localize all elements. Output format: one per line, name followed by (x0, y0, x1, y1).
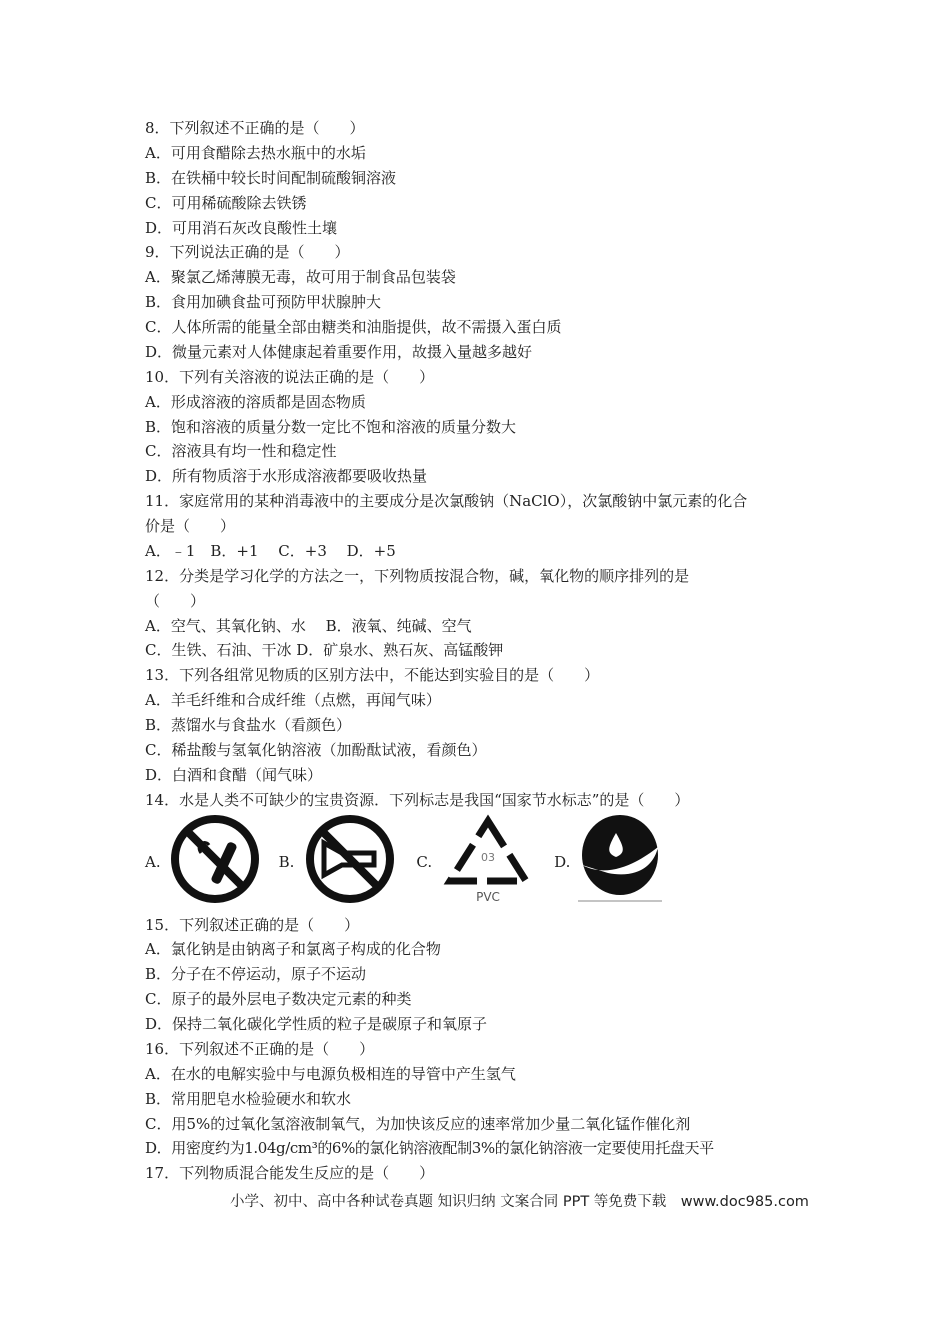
question-11-stem-cont: 价是（ ） (145, 517, 236, 535)
option: A．在水的电解实验中与电源负极相连的导管中产生氢气 (145, 1064, 516, 1083)
options-row: C．生铁、石油、干冰 D．矿泉水、熟石灰、高锰酸钾 (145, 641, 504, 660)
option-label: D. (554, 853, 571, 872)
option: C．稀盐酸与氢氧化钠溶液（加酚酞试液，看颜色） (145, 740, 487, 759)
no-horn-sign-icon (302, 813, 398, 913)
sign-options (145, 813, 815, 913)
option: C．用5%的过氧化氢溶液制氧气，为加快该反应的速率常加少量二氧化锰作催化剂 (145, 1114, 691, 1133)
question-9-stem: 9．下列说法正确的是（ ） (145, 243, 350, 262)
question-14-stem: 14．水是人类不可缺少的宝贵资源．下列标志是我国“国家节水标志”的是（ ） (145, 790, 690, 809)
option-label: C. (416, 853, 433, 872)
question-12-stem: 12．分类是学习化学的方法之一，下列物质按混合物，碱，氧化物的顺序排列的是 (145, 566, 690, 585)
option: C．可用稀硫酸除去铁锈 (145, 193, 307, 212)
option-label: B. (278, 853, 295, 872)
option: D．可用消石灰改良酸性土壤 (145, 218, 338, 237)
option: A．可用食醋除去热水瓶中的水垢 (145, 143, 366, 162)
question-11-stem: 11．家庭常用的某种消毒液中的主要成分是次氯酸钠（NaClO），次氯酸钠中氯元素的化合 (145, 492, 748, 511)
pvc-label: PVC (476, 889, 501, 904)
options-row: A．﹣1 B．+1 C．+3 D．+5 (145, 541, 396, 560)
option: A．羊毛纤维和合成纤维（点燃，再闻气味） (145, 691, 441, 710)
option: D．白酒和食醋（闻气味） (145, 765, 323, 784)
water-saving-sign-icon (578, 813, 662, 913)
option: B．食用加碘食盐可预防甲状腺肿大 (145, 293, 382, 312)
question-10-stem: 10．下列有关溶液的说法正确的是（ ） (145, 367, 435, 386)
option: C．溶液具有均一性和稳定性 (145, 442, 337, 461)
option: B．在铁桶中较长时间配制硫酸铜溶液 (145, 168, 397, 187)
option: D．用密度约为1.04g/cm³的6%的氯化钠溶液配制3%的氯化钠溶液一定要使用托盘天平 (145, 1139, 714, 1158)
no-smoking-sign-icon (169, 813, 261, 913)
footer-advert: 小学、初中、高中各种试卷真题 知识归纳 文案合同 PPT 等免费下载 www.doc985.com (230, 1194, 809, 1210)
option: A．氯化钠是由钠离子和氯离子构成的化合物 (145, 940, 441, 959)
option: B．分子在不停运动，原子不运动 (145, 965, 367, 984)
question-12-stem-cont: （ ） (145, 591, 206, 610)
option: B．蒸馏水与食盐水（看颜色） (145, 716, 352, 734)
options-row: A．空气、其氧化钠、水 B．液氧、纯碱、空气 (145, 616, 472, 635)
option: C．人体所需的能量全部由糖类和油脂提供，故不需摄入蛋白质 (145, 318, 562, 336)
question-16-stem: 16．下列叙述不正确的是（ ） (145, 1039, 375, 1058)
exam-content (145, 116, 815, 1186)
option: B．饱和溶液的质量分数一定比不饱和溶液的质量分数大 (145, 417, 517, 436)
option: D．微量元素对人体健康起着重要作用，故摄入量越多越好 (145, 342, 533, 361)
question-8-stem: 8．下列叙述不正确的是（ ） (145, 119, 365, 137)
recycle-pvc-sign-icon (440, 813, 536, 913)
option: C．原子的最外层电子数决定元素的种类 (145, 990, 412, 1009)
option: A．聚氯乙烯薄膜无毒，故可用于制食品包装袋 (145, 268, 456, 287)
option: B．常用肥皂水检验硬水和软水 (145, 1089, 352, 1108)
option-label: A. (145, 853, 161, 872)
pvc-code: 03 (481, 850, 496, 864)
question-17-stem: 17．下列物质混合能发生反应的是（ ） (145, 1164, 435, 1183)
question-13-stem: 13．下列各组常见物质的区别方法中，不能达到实验目的是（ ） (145, 666, 600, 685)
question-15-stem: 15．下列叙述正确的是（ ） (145, 915, 360, 934)
option: D．所有物质溶于水形成溶液都要吸收热量 (145, 467, 428, 486)
option: D．保持二氧化碳化学性质的粒子是碳原子和氧原子 (145, 1015, 488, 1033)
option: A．形成溶液的溶质都是固态物质 (145, 392, 366, 411)
